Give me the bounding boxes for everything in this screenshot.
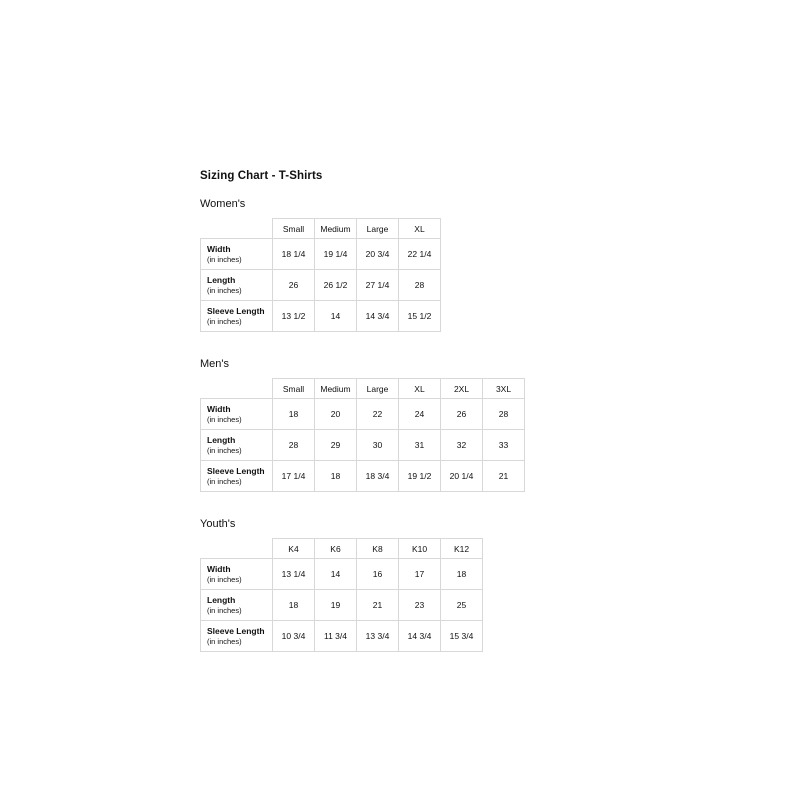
table-row: [201, 239, 441, 270]
size-section: [200, 518, 620, 652]
measurement-cell: 22: [357, 399, 399, 430]
column-header: Small: [273, 219, 315, 239]
measurement-cell: 14 3/4: [399, 621, 441, 652]
table-header-row: [201, 219, 441, 239]
measurement-cell: 28: [273, 430, 315, 461]
table-header-row: [201, 539, 483, 559]
table-corner-cell: [201, 379, 273, 399]
column-header: 2XL: [441, 379, 483, 399]
measurement-cell: 14: [315, 559, 357, 590]
row-header-unit: (in inches): [207, 414, 242, 424]
row-header-label: Length: [207, 594, 236, 605]
size-table: [200, 218, 441, 332]
measurement-cell: 18: [273, 399, 315, 430]
column-header: K6: [315, 539, 357, 559]
measurement-cell: 32: [441, 430, 483, 461]
row-header-unit: (in inches): [207, 445, 242, 455]
measurement-cell: 10 3/4: [273, 621, 315, 652]
column-header: K8: [357, 539, 399, 559]
row-header-unit: (in inches): [207, 316, 242, 326]
measurement-cell: 23: [399, 590, 441, 621]
measurement-cell: 13 1/4: [273, 559, 315, 590]
table-row: [201, 461, 525, 492]
size-table: [200, 538, 483, 652]
row-header-label: Length: [207, 434, 236, 445]
column-header: Large: [357, 379, 399, 399]
measurement-cell: 26: [441, 399, 483, 430]
column-header: XL: [399, 379, 441, 399]
measurement-cell: 25: [441, 590, 483, 621]
row-header-label: Sleeve Length: [207, 625, 265, 636]
row-header-label: Width: [207, 563, 231, 574]
measurement-cell: 14: [315, 301, 357, 332]
measurement-cell: 30: [357, 430, 399, 461]
size-section: [200, 358, 620, 492]
table-corner-cell: [201, 539, 273, 559]
measurement-cell: 26 1/2: [315, 270, 357, 301]
table-corner-cell: [201, 219, 273, 239]
measurement-cell: 24: [399, 399, 441, 430]
row-header-unit: (in inches): [207, 574, 242, 584]
table-row: [201, 301, 441, 332]
table-row: [201, 270, 441, 301]
row-header: [201, 461, 273, 492]
size-table: [200, 378, 525, 492]
row-header-unit: (in inches): [207, 254, 242, 264]
row-header-unit: (in inches): [207, 285, 242, 295]
measurement-cell: 15 1/2: [399, 301, 441, 332]
section-heading: Youth's: [200, 518, 236, 530]
sizing-chart-document: [200, 170, 620, 678]
column-header: Medium: [315, 219, 357, 239]
measurement-cell: 28: [399, 270, 441, 301]
measurement-cell: 26: [273, 270, 315, 301]
measurement-cell: 18: [315, 461, 357, 492]
column-header: K4: [273, 539, 315, 559]
column-header: K10: [399, 539, 441, 559]
measurement-cell: 17: [399, 559, 441, 590]
row-header: [201, 270, 273, 301]
row-header-label: Width: [207, 403, 231, 414]
measurement-cell: 20 3/4: [357, 239, 399, 270]
row-header: [201, 590, 273, 621]
measurement-cell: 20 1/4: [441, 461, 483, 492]
row-header: [201, 430, 273, 461]
measurement-cell: 19 1/4: [315, 239, 357, 270]
page-title: Sizing Chart - T-Shirts: [200, 170, 323, 182]
measurement-cell: 19 1/2: [399, 461, 441, 492]
table-header-row: [201, 379, 525, 399]
row-header-label: Sleeve Length: [207, 465, 265, 476]
sections-container: [200, 198, 620, 652]
table-row: [201, 399, 525, 430]
row-header: [201, 239, 273, 270]
column-header: Large: [357, 219, 399, 239]
row-header-label: Length: [207, 274, 236, 285]
measurement-cell: 15 3/4: [441, 621, 483, 652]
table-row: [201, 559, 483, 590]
measurement-cell: 18: [441, 559, 483, 590]
row-header: [201, 399, 273, 430]
measurement-cell: 20: [315, 399, 357, 430]
size-section: [200, 198, 620, 332]
row-header: [201, 301, 273, 332]
section-heading: Men's: [200, 358, 229, 370]
measurement-cell: 19: [315, 590, 357, 621]
column-header: Medium: [315, 379, 357, 399]
column-header: Small: [273, 379, 315, 399]
measurement-cell: 17 1/4: [273, 461, 315, 492]
row-header-label: Width: [207, 243, 231, 254]
table-row: [201, 590, 483, 621]
row-header: [201, 621, 273, 652]
row-header-unit: (in inches): [207, 605, 242, 615]
measurement-cell: 16: [357, 559, 399, 590]
measurement-cell: 13 3/4: [357, 621, 399, 652]
section-heading: Women's: [200, 198, 246, 210]
measurement-cell: 27 1/4: [357, 270, 399, 301]
measurement-cell: 14 3/4: [357, 301, 399, 332]
measurement-cell: 22 1/4: [399, 239, 441, 270]
measurement-cell: 21: [483, 461, 525, 492]
measurement-cell: 18 1/4: [273, 239, 315, 270]
measurement-cell: 11 3/4: [315, 621, 357, 652]
measurement-cell: 18: [273, 590, 315, 621]
table-row: [201, 621, 483, 652]
column-header: XL: [399, 219, 441, 239]
measurement-cell: 21: [357, 590, 399, 621]
column-header: K12: [441, 539, 483, 559]
measurement-cell: 33: [483, 430, 525, 461]
measurement-cell: 18 3/4: [357, 461, 399, 492]
row-header-label: Sleeve Length: [207, 305, 265, 316]
measurement-cell: 29: [315, 430, 357, 461]
row-header-unit: (in inches): [207, 636, 242, 646]
row-header-unit: (in inches): [207, 476, 242, 486]
column-header: 3XL: [483, 379, 525, 399]
table-row: [201, 430, 525, 461]
measurement-cell: 31: [399, 430, 441, 461]
measurement-cell: 13 1/2: [273, 301, 315, 332]
row-header: [201, 559, 273, 590]
measurement-cell: 28: [483, 399, 525, 430]
